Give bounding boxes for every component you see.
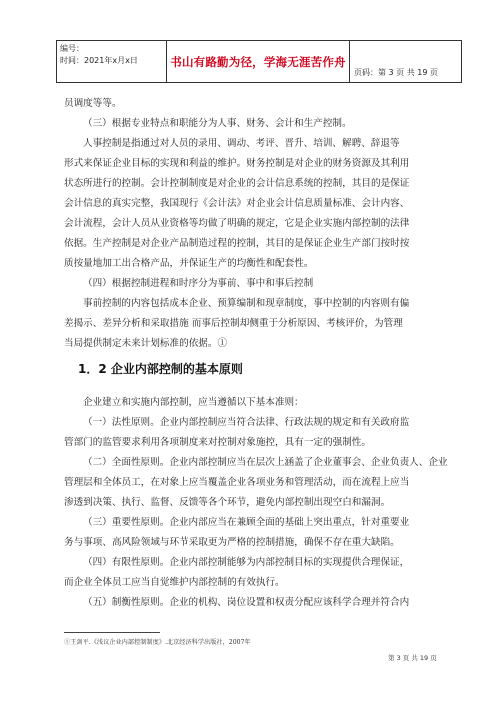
header-page-info: 页码：第 3 页 共 19 页 (354, 68, 438, 77)
principle-line: （一）法性原则。企业内部控制应当符合法律、行政法规的规定和有关政府监 (83, 417, 410, 428)
text-line: 事前控制的内容包括成本企业、预算编制和现章制度，事中控制的内容则有偏 (83, 298, 410, 309)
text-line: 会计信息的真实完整，我国现行《会计法》对企业会计信息质量标准、会计内容、 (64, 198, 410, 209)
header-time: 时间：2021年x月x日 (60, 56, 138, 65)
text-line: 会计流程，会计人员从业资格等均做了明确的规定，它是企业实施内部控制的法律 (64, 218, 410, 229)
text-line: 状态所进行的控制。会计控制制度是对企业的会计信息系统的控制，其目的是保证 (64, 178, 410, 189)
text-line: 企业建立和实施内部控制，应当遵循以下基本准则： (83, 397, 304, 408)
text-line: 当局提供制定未来计划标准的依据。① (64, 338, 228, 349)
principle-line: （三）重要性原则。企业内部应当在兼顾全面的基础上突出重点，针对重要业 (83, 517, 410, 528)
footnote-divider (64, 632, 160, 633)
text-line: 质按量地加工出合格产品，并保证生产的均衡性和配套性。 (64, 258, 314, 269)
principle-line: （五）制衡性原则。企业的机构、岗位设置和权责分配应该科学合理并符合内 (83, 597, 410, 608)
body-section-1 (64, 94, 448, 354)
page-number: 第 3 页 共 19 页 (388, 654, 437, 662)
principle-line: （四）有限性原则。企业内部控制能够为内部控制目标的实现提供合理保证， (83, 557, 410, 568)
text-line: 渗透到决策、执行、监督、反馈等各个环节，避免内部控制出现空白和漏洞。 (64, 497, 391, 508)
text-line: 形式来保证企业目标的实现和利益的维护。财务控制是对企业的财务资源及其利用 (64, 158, 410, 169)
header-motto: 书山有路勤为径，学海无涯苦作舟 (167, 41, 350, 82)
body-section-2 (64, 393, 448, 613)
subheading-line: （四）根据控制进程和时序分为事前、事中和事后控制 (83, 278, 314, 289)
text-line: 而企业全体员工应当自觉维护内部控制的有效执行。 (64, 577, 285, 588)
text-line: 管理层和全体员工，在对象上应当覆盖企业各项业务和管理活动，而在流程上应当 (64, 477, 410, 488)
footnote: ①王剑平.《浅议企业内部控制制度》.北京经济科学出版社，2007年 (64, 639, 251, 646)
text-line: 管部门的监管要求利用各项制度来对控制对象施控，具有一定的强制性。 (64, 437, 371, 448)
header-number: 编号： (60, 44, 84, 53)
section-heading: 1．2 企业内部控制的基本原则 (78, 362, 243, 376)
text-line: 员调度等等。 (64, 98, 122, 109)
principle-line: （二）全面性原则。企业内部控制应当在层次上涵盖了企业董事会、企业负责人、企业 (83, 457, 448, 468)
text-line: 依据。生产控制是对企业产品制造过程的控制，其目的是保证企业生产部门按时按 (64, 238, 410, 249)
text-line: 差揭示、差异分析和采取措施 而事后控制却侧重于分析原因、考核评价，为管理 (64, 318, 403, 329)
header-meta (57, 41, 167, 82)
text-line: 务与事项、高风险领域与环节采取更为严格的控制措施，确保不存在重大缺陷。 (64, 537, 400, 548)
text-line: 人事控制是指通过对人员的录用、调动、考评、晋升、培训、解聘、辞退等 (83, 138, 400, 149)
subheading-line: （三）根据专业特点和职能分为人事、财务、会计和生产控制。 (83, 118, 352, 129)
page-header-table (56, 40, 462, 83)
